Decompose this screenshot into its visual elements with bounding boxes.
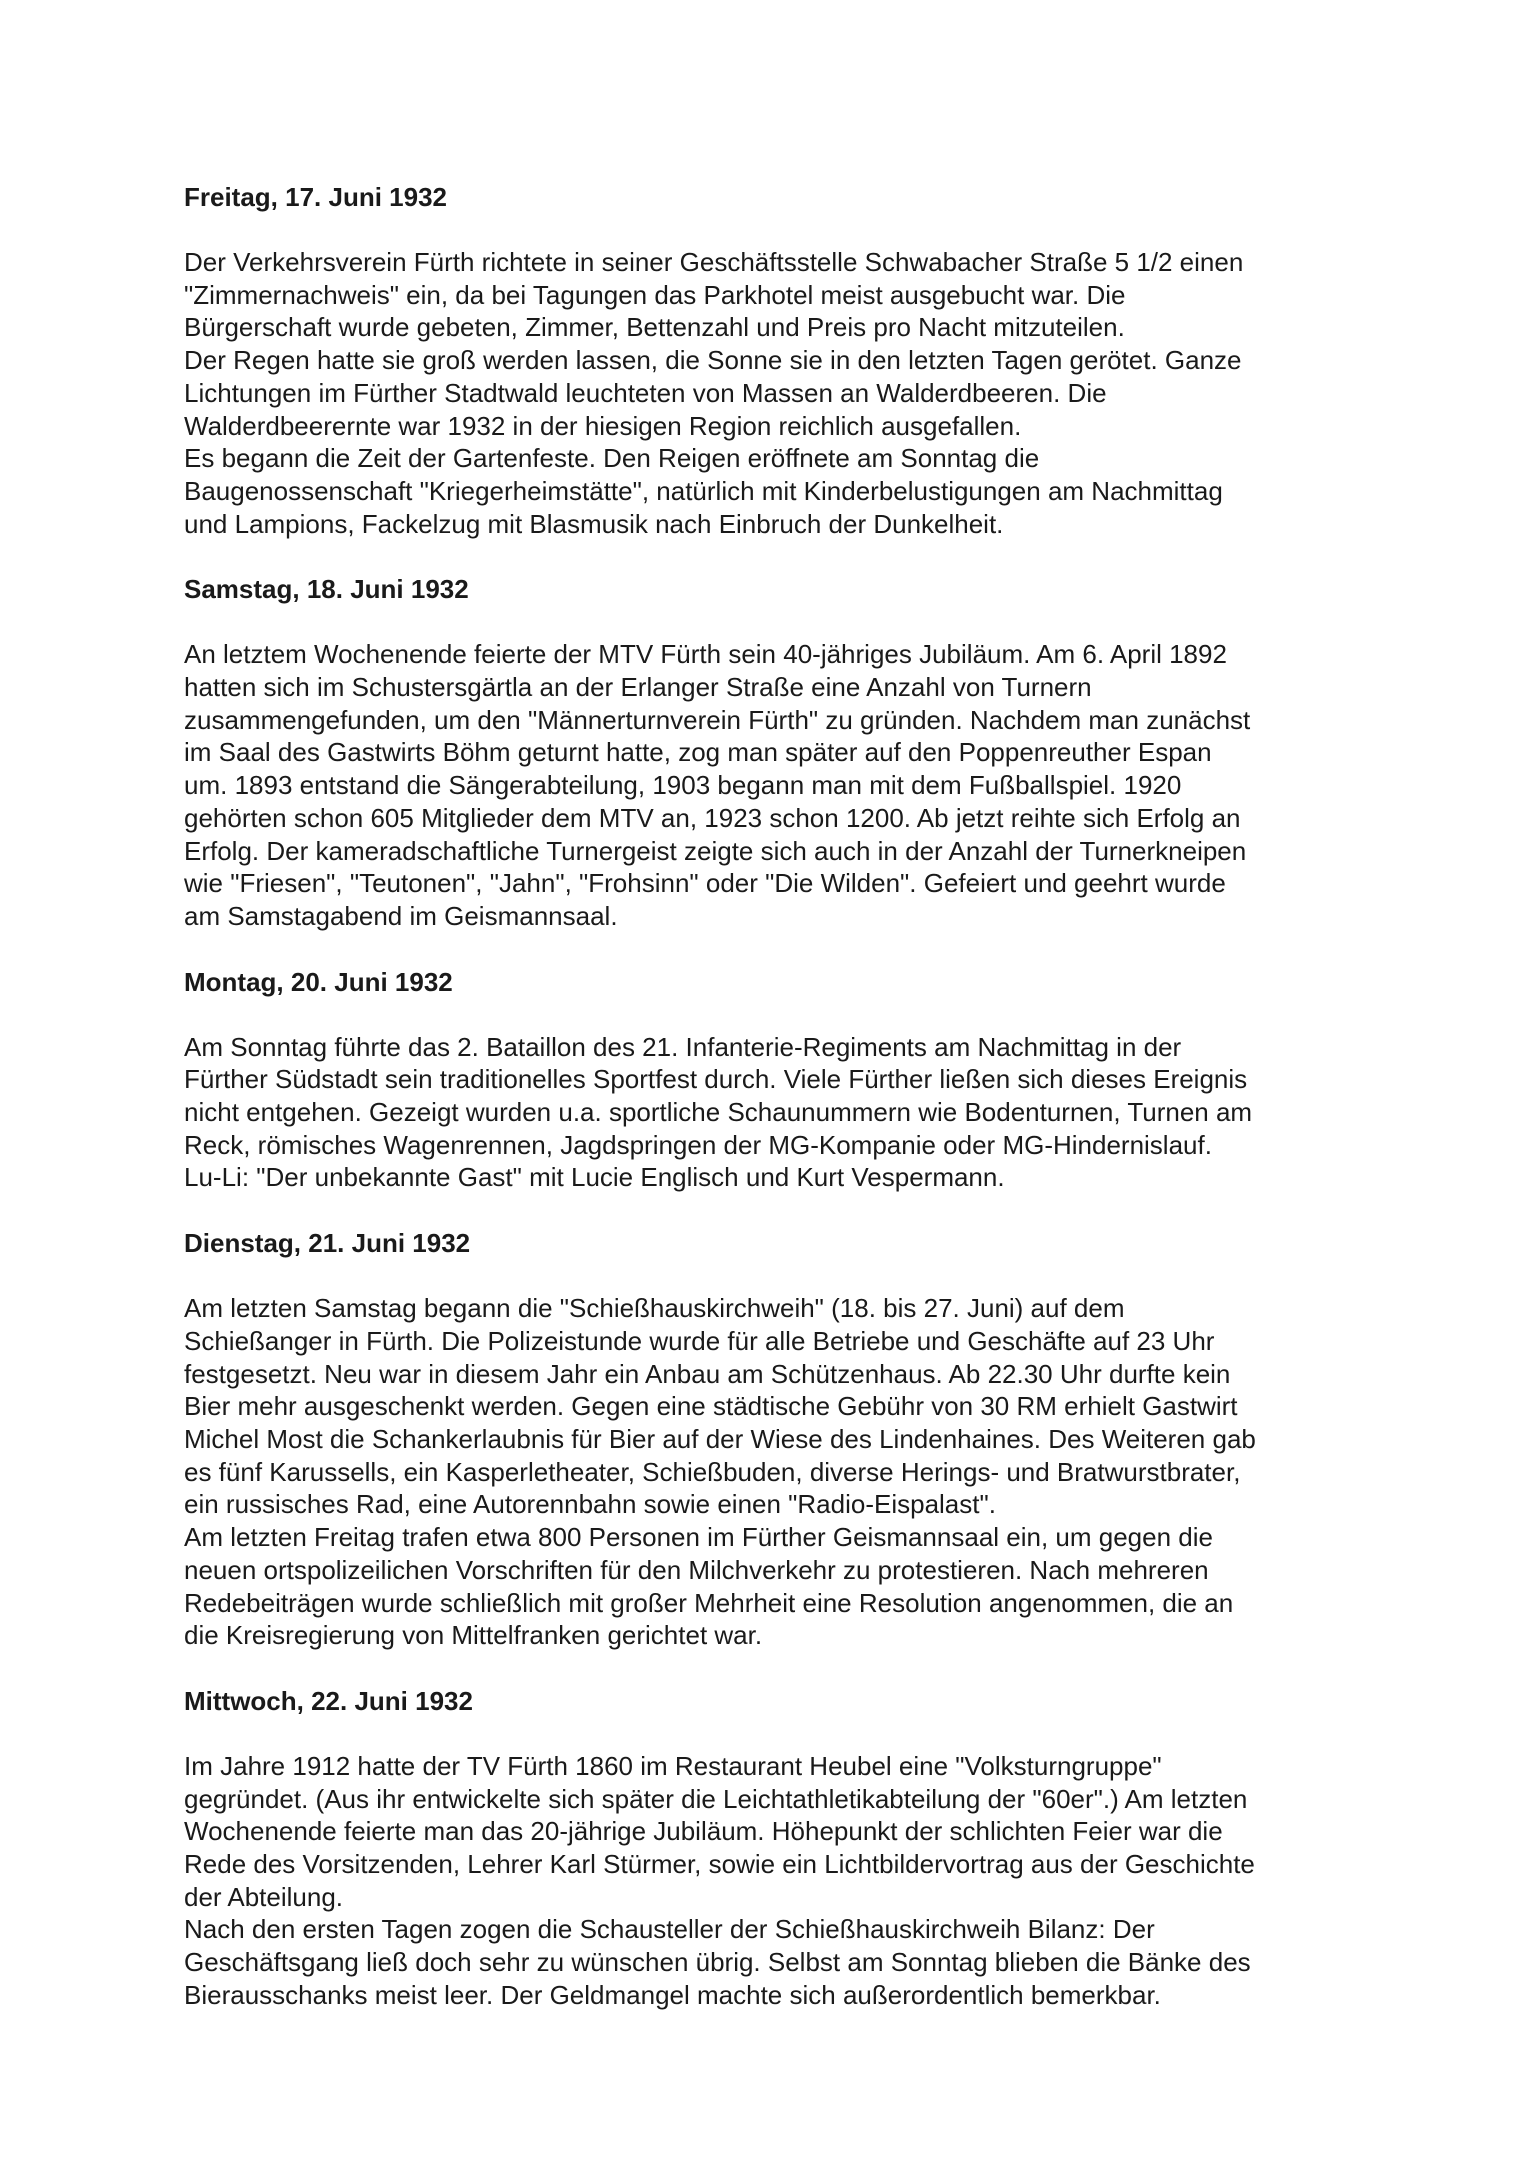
entry-date-heading: Montag, 20. Juni 1932 [184,966,453,997]
entry-body [184,246,1384,540]
text-line: Bier mehr ausgeschenkt werden. Gegen eine städtische Gebühr von 30 RM erhielt Gastwirt [184,1391,1238,1422]
text-line: Walderdbeerernte war 1932 in der hiesigen Region reichlich ausgefallen. [184,410,1022,441]
text-line: und Lampions, Fackelzug mit Blasmusik nach Einbruch der Dunkelheit. [184,508,1004,539]
text-line: "Zimmernachweis" ein, da bei Tagungen das Parkhotel meist ausgebucht war. Die [184,279,1126,310]
entry-date-heading: Freitag, 17. Juni 1932 [184,182,448,212]
text-line: Bierausschanks meist leer. Der Geldmangel machte sich außerordentlich bemerkbar. [184,1979,1161,2010]
text-line: Am Sonntag führte das 2. Bataillon des 21. Infanterie-Regiments am Nachmittag in der [184,1031,1182,1062]
entry-date-heading: Mittwoch, 22. Juni 1932 [184,1685,473,1716]
text-line: Der Verkehrsverein Fürth richtete in seiner Geschäftsstelle Schwabacher Straße 5 1/2 einen [184,247,1244,277]
diary-entry [184,1227,1384,1652]
text-line: Am letzten Samstag begann die "Schießhauskirchweih" (18. bis 27. Juni) auf dem [184,1293,1125,1324]
text-line: Bürgerschaft wurde gebeten, Zimmer, Bettenzahl und Preis pro Nacht mitzuteilen. [184,312,1125,343]
document-content [184,181,1384,2045]
text-line: ein russisches Rad, eine Autorennbahn sowie einen "Radio-Eispalast". [184,1489,996,1520]
entry-body [184,638,1384,932]
text-line: am Samstagabend im Geismannsaal. [184,900,618,931]
text-line: Im Jahre 1912 hatte der TV Fürth 1860 im Restaurant Heubel eine "Volksturngruppe" [184,1750,1162,1781]
text-line: Michel Most die Schankerlaubnis für Bier auf der Wiese des Lindenhaines. Des Weiteren gab [184,1423,1256,1454]
diary-entry [184,1685,1384,2012]
text-line: wie "Friesen", "Teutonen", "Jahn", "Frohsinn" oder "Die Wilden". Gefeiert und geehrt wurde [184,868,1226,899]
diary-entry [184,966,1384,1195]
entry-body [184,1750,1384,2012]
text-line: der Abteilung. [184,1881,344,1912]
diary-entry [184,181,1384,540]
text-line: hatten sich im Schustersgärtla an der Erlanger Straße eine Anzahl von Turnern [184,672,1092,703]
text-line: gehörten schon 605 Mitglieder dem MTV an, 1923 schon 1200. Ab jetzt reihte sich Erfolg an [184,802,1241,833]
text-line: Baugenossenschaft "Kriegerheimstätte", natürlich mit Kinderbelustigungen am Nachmittag [184,475,1223,506]
text-line: Es begann die Zeit der Gartenfeste. Den Reigen eröffnete am Sonntag die [184,443,1040,474]
text-line: Schießanger in Fürth. Die Polizeistunde wurde für alle Betriebe und Geschäfte auf 23 Uhr [184,1325,1215,1356]
text-line: Lu-Li: "Der unbekannte Gast" mit Lucie Englisch und Kurt Vespermann. [184,1162,1005,1193]
entry-body [184,1031,1384,1195]
text-line: es fünf Karussells, ein Kasperletheater, Schießbuden, diverse Herings- und Bratwurstbrater, [184,1456,1241,1487]
text-line: Rede des Vorsitzenden, Lehrer Karl Stürmer, sowie ein Lichtbildervortrag aus der Geschichte [184,1849,1255,1880]
text-line: neuen ortspolizeilichen Vorschriften für den Milchverkehr zu protestieren. Nach mehreren [184,1554,1209,1585]
text-line: Redebeiträgen wurde schließlich mit großer Mehrheit eine Resolution angenommen, die an [184,1587,1234,1618]
text-line: zusammengefunden, um den "Männerturnverein Fürth" zu gründen. Nachdem man zunächst [184,704,1251,735]
text-line: die Kreisregierung von Mittelfranken gerichtet war. [184,1620,763,1651]
text-line: Nach den ersten Tagen zogen die Schausteller der Schießhauskirchweih Bilanz: Der [184,1914,1155,1945]
text-line: Reck, römisches Wagenrennen, Jagdspringen der MG-Kompanie oder MG-Hindernislauf. [184,1129,1212,1160]
text-line: Geschäftsgang ließ doch sehr zu wünschen übrig. Selbst am Sonntag blieben die Bänke des [184,1947,1251,1978]
text-line: Lichtungen im Fürther Stadtwald leuchteten von Massen an Walderdbeeren. Die [184,377,1107,408]
text-line: Fürther Südstadt sein traditionelles Sportfest durch. Viele Fürther ließen sich dieses Ereignis [184,1064,1248,1095]
text-line: Der Regen hatte sie groß werden lassen, die Sonne sie in den letzten Tagen gerötet. Ganze [184,345,1242,376]
text-line: Am letzten Freitag trafen etwa 800 Personen im Fürther Geismannsaal ein, um gegen die [184,1522,1213,1553]
text-line: um. 1893 entstand die Sängerabteilung, 1903 begann man mit dem Fußballspiel. 1920 [184,770,1182,801]
text-line: An letztem Wochenende feierte der MTV Fürth sein 40-jähriges Jubiläum. Am 6. April 1892 [184,639,1227,670]
text-line: im Saal des Gastwirts Böhm geturnt hatte, zog man später auf den Poppenreuther Espan [184,737,1212,768]
entry-date-heading: Dienstag, 21. Juni 1932 [184,1228,471,1259]
text-line: festgesetzt. Neu war in diesem Jahr ein Anbau am Schützenhaus. Ab 22.30 Uhr durfte kein [184,1358,1231,1389]
diary-entry [184,573,1384,932]
text-line: Erfolg. Der kameradschaftliche Turnergeist zeigte sich auch in der Anzahl der Turnerkneipen [184,835,1247,866]
text-line: Wochenende feierte man das 20-jährige Jubiläum. Höhepunkt der schlichten Feier war die [184,1816,1223,1847]
entry-body [184,1292,1384,1652]
text-line: nicht entgehen. Gezeigt wurden u.a. sportliche Schaunummern wie Bodenturnen, Turnen am [184,1097,1253,1128]
text-line: gegründet. (Aus ihr entwickelte sich später die Leichtathletikabteilung der "60er".) Am letzten [184,1783,1248,1814]
entry-date-heading: Samstag, 18. Juni 1932 [184,574,469,605]
